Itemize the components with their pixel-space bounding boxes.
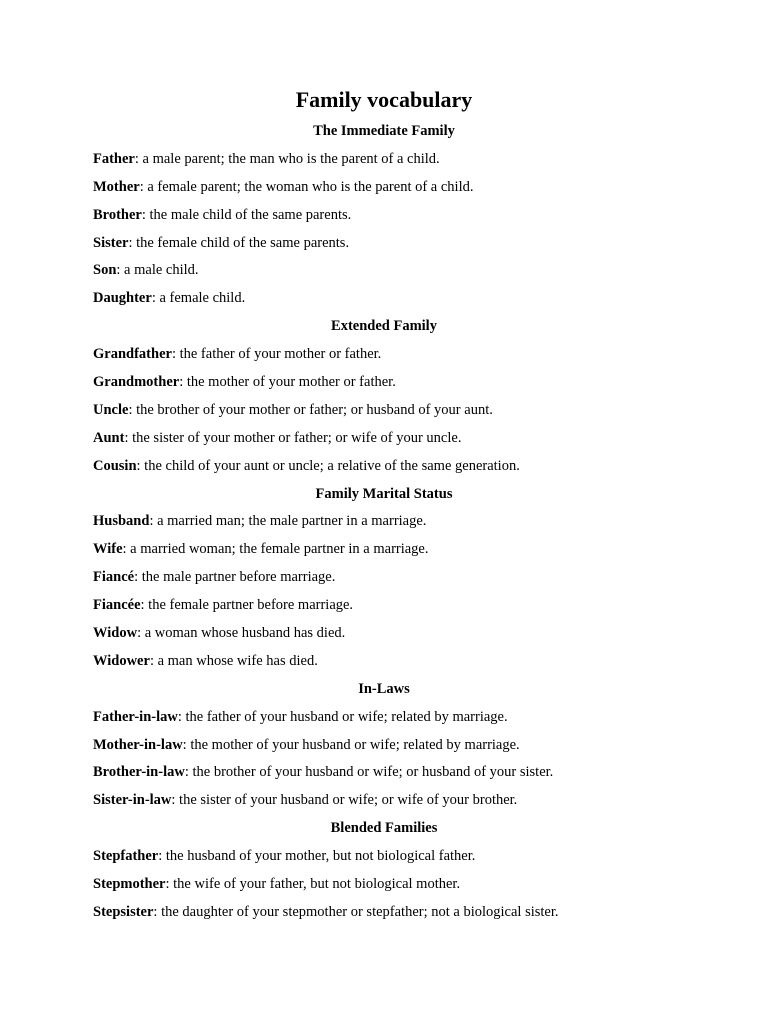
vocab-entry — [93, 732, 693, 760]
vocab-entry — [93, 257, 693, 285]
definition: : the mother of your husband or wife; related by marriage. — [182, 736, 520, 753]
term: Uncle — [93, 401, 129, 418]
term: Grandfather — [93, 346, 172, 363]
definition: : the daughter of your stepmother or stepfather; not a biological sister. — [153, 903, 559, 920]
term: Mother — [93, 178, 140, 195]
term: Father — [93, 150, 135, 167]
term: Sister-in-law — [93, 792, 172, 809]
section-heading: Family Marital Status — [315, 485, 453, 502]
vocab-entry — [93, 230, 693, 258]
vocab-entry — [93, 369, 693, 397]
term: Aunt — [93, 429, 125, 446]
section-heading: Blended Families — [330, 820, 438, 837]
section-heading: The Immediate Family — [313, 123, 455, 139]
term: Fiancé — [93, 569, 135, 586]
definition: : the child of your aunt or uncle; a relative of the same generation. — [136, 457, 520, 474]
definition: : a female child. — [151, 290, 246, 307]
vocab-entry — [93, 453, 693, 481]
term: Widower — [93, 652, 150, 669]
vocab-entry — [93, 341, 693, 369]
term: Stepsister — [93, 903, 154, 920]
definition: : the sister of your husband or wife; or wife of your brother. — [171, 792, 518, 809]
vocab-entry — [93, 425, 693, 453]
definition: : the brother of your mother or father; or husband of your aunt. — [128, 401, 493, 418]
page-title: Family vocabulary — [295, 87, 473, 112]
term: Grandmother — [93, 374, 180, 391]
term: Cousin — [93, 457, 137, 474]
vocab-entry — [93, 871, 693, 899]
vocab-entry — [93, 787, 693, 815]
definition: : a male parent; the man who is the parent of a child. — [134, 150, 440, 167]
vocab-entry — [93, 397, 693, 425]
definition: : a female parent; the woman who is the parent of a child. — [139, 178, 474, 195]
definition: : a male child. — [116, 262, 199, 279]
term: Daughter — [93, 290, 152, 307]
definition: : a woman whose husband has died. — [137, 625, 346, 642]
section-in-laws — [93, 676, 693, 815]
vocab-entry — [93, 285, 693, 313]
section-heading: Extended Family — [331, 318, 437, 335]
document-body — [93, 118, 693, 927]
vocab-entry — [93, 146, 693, 174]
definition: : the father of your husband or wife; related by marriage. — [177, 708, 508, 725]
definition: : a man whose wife has died. — [149, 652, 318, 669]
section-marital-status — [93, 481, 693, 676]
definition: : the father of your mother or father. — [171, 346, 382, 363]
definition: : the male partner before marriage. — [134, 569, 336, 586]
term: Stepmother — [93, 876, 166, 893]
definition: : a married man; the male partner in a marriage. — [149, 513, 427, 530]
term: Brother — [93, 206, 142, 223]
definition: : the brother of your husband or wife; or husband of your sister. — [184, 764, 554, 781]
vocab-entry — [93, 592, 693, 620]
vocab-entry — [93, 174, 693, 202]
definition: : the female partner before marriage. — [140, 597, 354, 614]
term: Widow — [93, 625, 138, 642]
definition: : the wife of your father, but not biological mother. — [165, 876, 461, 893]
vocab-entry — [93, 843, 693, 871]
term: Son — [93, 262, 117, 279]
term: Stepfather — [93, 848, 159, 865]
vocab-entry — [93, 564, 693, 592]
term: Mother-in-law — [93, 736, 183, 753]
term: Wife — [93, 541, 123, 558]
term: Father-in-law — [93, 708, 178, 725]
section-heading: In-Laws — [358, 680, 410, 697]
term: Fiancée — [93, 597, 141, 614]
section-blended-families — [93, 815, 693, 927]
section-immediate-family — [93, 118, 693, 313]
definition: : the male child of the same parents. — [141, 206, 352, 223]
term: Husband — [93, 513, 150, 530]
definition: : a married woman; the female partner in a marriage. — [122, 541, 429, 558]
vocab-entry — [93, 899, 693, 927]
vocab-entry — [93, 536, 693, 564]
vocab-entry — [93, 759, 693, 787]
term: Brother-in-law — [93, 764, 185, 781]
vocab-entry — [93, 202, 693, 230]
vocab-entry — [93, 620, 693, 648]
vocab-entry — [93, 704, 693, 732]
vocab-entry — [93, 508, 693, 536]
definition: : the female child of the same parents. — [128, 234, 350, 251]
definition: : the husband of your mother, but not biological father. — [158, 848, 476, 865]
definition: : the sister of your mother or father; or wife of your uncle. — [124, 429, 462, 446]
definition: : the mother of your mother or father. — [179, 374, 396, 391]
section-extended-family — [93, 313, 693, 480]
vocab-entry — [93, 648, 693, 676]
term: Sister — [93, 234, 129, 251]
